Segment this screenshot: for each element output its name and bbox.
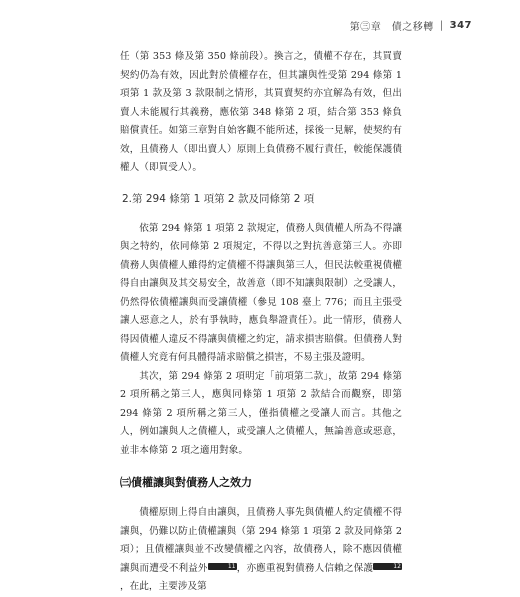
chapter-title: 第㊂章 債之移轉 <box>349 22 434 33</box>
subsection-heading-2: 2.第 294 條第 1 項第 2 款及同條第 2 項 <box>122 192 315 205</box>
paragraph-4 <box>120 504 402 597</box>
footnote-marker-11[interactable]: 11 <box>208 563 237 570</box>
page-body <box>120 48 402 597</box>
header-separator: | <box>439 20 444 31</box>
paragraph-1: 任（第 353 條及第 350 條前段）。換言之，債權不存在，其買賣契約仍為有效，因此對於債權存在，但其讓與性受第 294 條第 1 項第 1 款及第 3 款限制之情形，其買賣契約亦宜解為有效，但出賣人未能履行其義務，應依第 348 條第 2 項，結合第 353 條負賠償責任。如第三章對自始客觀不能所述，採後一見解，使契約有效，且債務人（即出賣人）原則上負債務不履行責任，較能保護債權人（即買受人）。 <box>120 51 402 173</box>
section-heading-3: ㈢債權讓與對債務人之效力 <box>120 476 252 489</box>
paragraph-4-text-b: ，亦應重視對債務人信賴之保護 <box>236 562 374 574</box>
page-number: 347 <box>449 20 472 31</box>
paragraph-4-text-c: ，在此，主要涉及第 <box>120 581 207 592</box>
paragraph-4-text-a: 債權原則上得自由讓與，且債務人事先與債權人約定債權不得讓與，仍難以防止債權讓與（第 294 條第 1 項第 2 款及同條第 2 項）；且債權讓與並不改變債權之內容，故債務人，除不應因債權讓與而遭受不利益外 <box>120 507 402 574</box>
running-header <box>350 18 472 33</box>
footnote-marker-12[interactable]: 12 <box>373 563 402 570</box>
paragraph-2: 依第 294 條第 1 項第 2 款規定，債務人與債權人所為不得讓與之特約，依同條第 2 項規定，不得以之對抗善意第三人。亦即債務人與債權人雖得約定債權不得讓與第三人，但民法較重視債權得自由讓與及其交易安全，故善意（即不知讓與限制）之受讓人，仍然得依債權讓與而受讓債權（參見 108 臺上 776；而且主張受讓人惡意之人，於有爭執時，應負舉證責任）。此一情形，債務人得因債權人違反不得讓與債權之約定，請求損害賠償。但債務人對債權人究竟有何具體得請求賠償之損害，不易主張及證明。 <box>120 222 402 363</box>
paragraph-3: 其次，第 294 條第 2 項明定「前項第二款」，故第 294 條第 2 項所稱之第三人，應與同條第 1 項第 2 款結合而觀察，即第 294 條第 2 項所稱之第三人，僅指債權之受讓人而言。其他之人，例如讓與人之債權人，或受讓人之債權人，無論善意或惡意，並非本條第 2 項之適用對象。 <box>120 370 402 456</box>
